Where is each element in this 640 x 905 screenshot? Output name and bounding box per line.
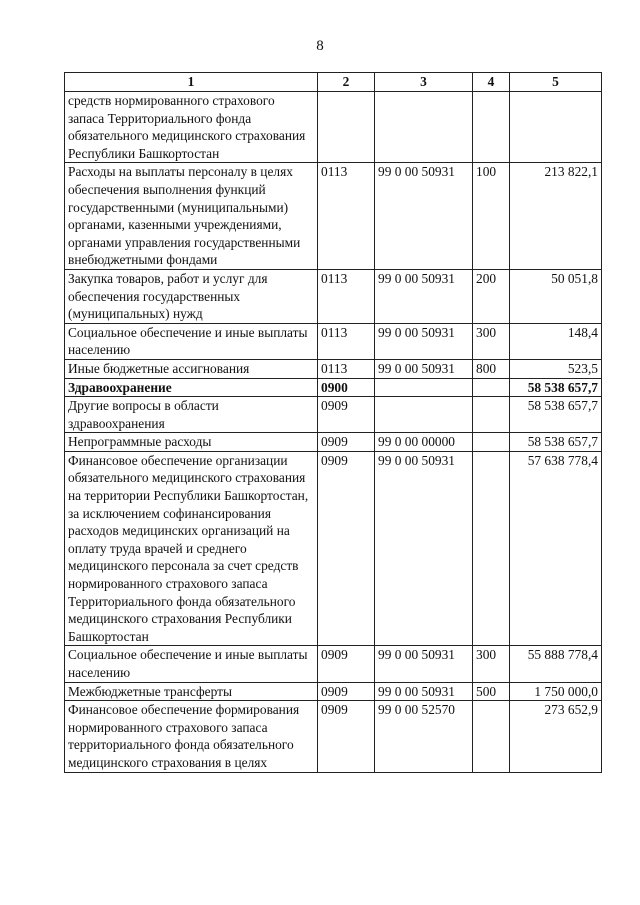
row-name-cell: Закупка товаров, работ и услуг для обеспечения государственных (муниципальных) нужд [65,269,318,323]
row-target-cell [375,92,473,163]
header-col-4: 4 [473,73,510,92]
table-row [65,323,602,359]
row-target-cell [375,378,473,397]
row-name-cell: Расходы на выплаты персоналу в целях обеспечения выполнения функций государственными (муниципальными) органами, казенными учреждениями, органами управления государственными внебюджетными фондами [65,163,318,270]
row-type-cell: 200 [473,269,510,323]
row-target-cell: 99 0 00 50931 [375,682,473,701]
row-section-cell: 0113 [318,359,375,378]
header-col-1: 1 [65,73,318,92]
row-target-cell: 99 0 00 00000 [375,433,473,452]
table-row [65,163,602,270]
row-target-cell: 99 0 00 50931 [375,646,473,682]
row-amount-cell: 50 051,8 [510,269,602,323]
row-type-cell [473,92,510,163]
row-amount-cell: 55 888 778,4 [510,646,602,682]
row-section-cell: 0900 [318,378,375,397]
row-section-cell: 0113 [318,163,375,270]
row-name-cell: Социальное обеспечение и иные выплаты населению [65,323,318,359]
row-amount-cell: 58 538 657,7 [510,397,602,433]
row-section-cell: 0909 [318,701,375,772]
row-target-cell: 99 0 00 50931 [375,451,473,646]
row-amount-cell: 58 538 657,7 [510,378,602,397]
budget-table [64,72,602,773]
row-type-cell [473,451,510,646]
row-section-cell: 0909 [318,646,375,682]
row-name-cell: Непрограммные расходы [65,433,318,452]
row-name-cell: Межбюджетные трансферты [65,682,318,701]
table-row [65,451,602,646]
row-name-cell: Другие вопросы в области здравоохранения [65,397,318,433]
page-number: 8 [316,38,324,54]
row-target-cell [375,397,473,433]
row-name-cell: Финансовое обеспечение организации обязательного медицинского страхования на территории Республики Башкортостан, за исключением софинансирования расходов медицинских организаций на оплату труда врачей и среднего медицинского персонала за счет средств нормированного страхового запаса Территориального фонда обязательного медицинского страхования Республики Башкортостан [65,451,318,646]
table-row [65,378,602,397]
table-row [65,92,602,163]
row-amount-cell: 57 638 778,4 [510,451,602,646]
header-col-2: 2 [318,73,375,92]
row-section-cell: 0113 [318,269,375,323]
row-amount-cell: 1 750 000,0 [510,682,602,701]
row-type-cell: 300 [473,323,510,359]
row-target-cell: 99 0 00 50931 [375,269,473,323]
table-row [65,682,602,701]
table-row [65,397,602,433]
row-name-cell: средств нормированного страхового запаса Территориального фонда обязательного медицинского страхования Республики Башкортостан [65,92,318,163]
table-row [65,433,602,452]
row-section-cell: 0909 [318,451,375,646]
row-type-cell: 300 [473,646,510,682]
row-section-cell: 0909 [318,397,375,433]
row-section-cell: 0909 [318,433,375,452]
row-amount-cell: 58 538 657,7 [510,433,602,452]
header-col-3: 3 [375,73,473,92]
row-type-cell: 500 [473,682,510,701]
row-type-cell: 100 [473,163,510,270]
row-section-cell: 0909 [318,682,375,701]
row-section-cell [318,92,375,163]
row-target-cell: 99 0 00 52570 [375,701,473,772]
row-name-cell: Социальное обеспечение и иные выплаты населению [65,646,318,682]
row-type-cell [473,397,510,433]
row-name-cell: Здравоохранение [65,378,318,397]
table-row [65,359,602,378]
row-section-cell: 0113 [318,323,375,359]
row-amount-cell [510,92,602,163]
row-target-cell: 99 0 00 50931 [375,359,473,378]
row-amount-cell: 213 822,1 [510,163,602,270]
row-target-cell: 99 0 00 50931 [375,163,473,270]
row-name-cell: Финансовое обеспечение формирования нормированного страхового запаса территориального фонда обязательного медицинского страхования в целях [65,701,318,772]
row-type-cell [473,433,510,452]
header-col-5: 5 [510,73,602,92]
row-name-cell: Иные бюджетные ассигнования [65,359,318,378]
row-type-cell [473,701,510,772]
row-type-cell [473,378,510,397]
table-row [65,701,602,772]
row-amount-cell: 523,5 [510,359,602,378]
header-row [65,73,602,92]
row-target-cell: 99 0 00 50931 [375,323,473,359]
row-type-cell: 800 [473,359,510,378]
table-row [65,269,602,323]
row-amount-cell: 148,4 [510,323,602,359]
row-amount-cell: 273 652,9 [510,701,602,772]
table-row [65,646,602,682]
